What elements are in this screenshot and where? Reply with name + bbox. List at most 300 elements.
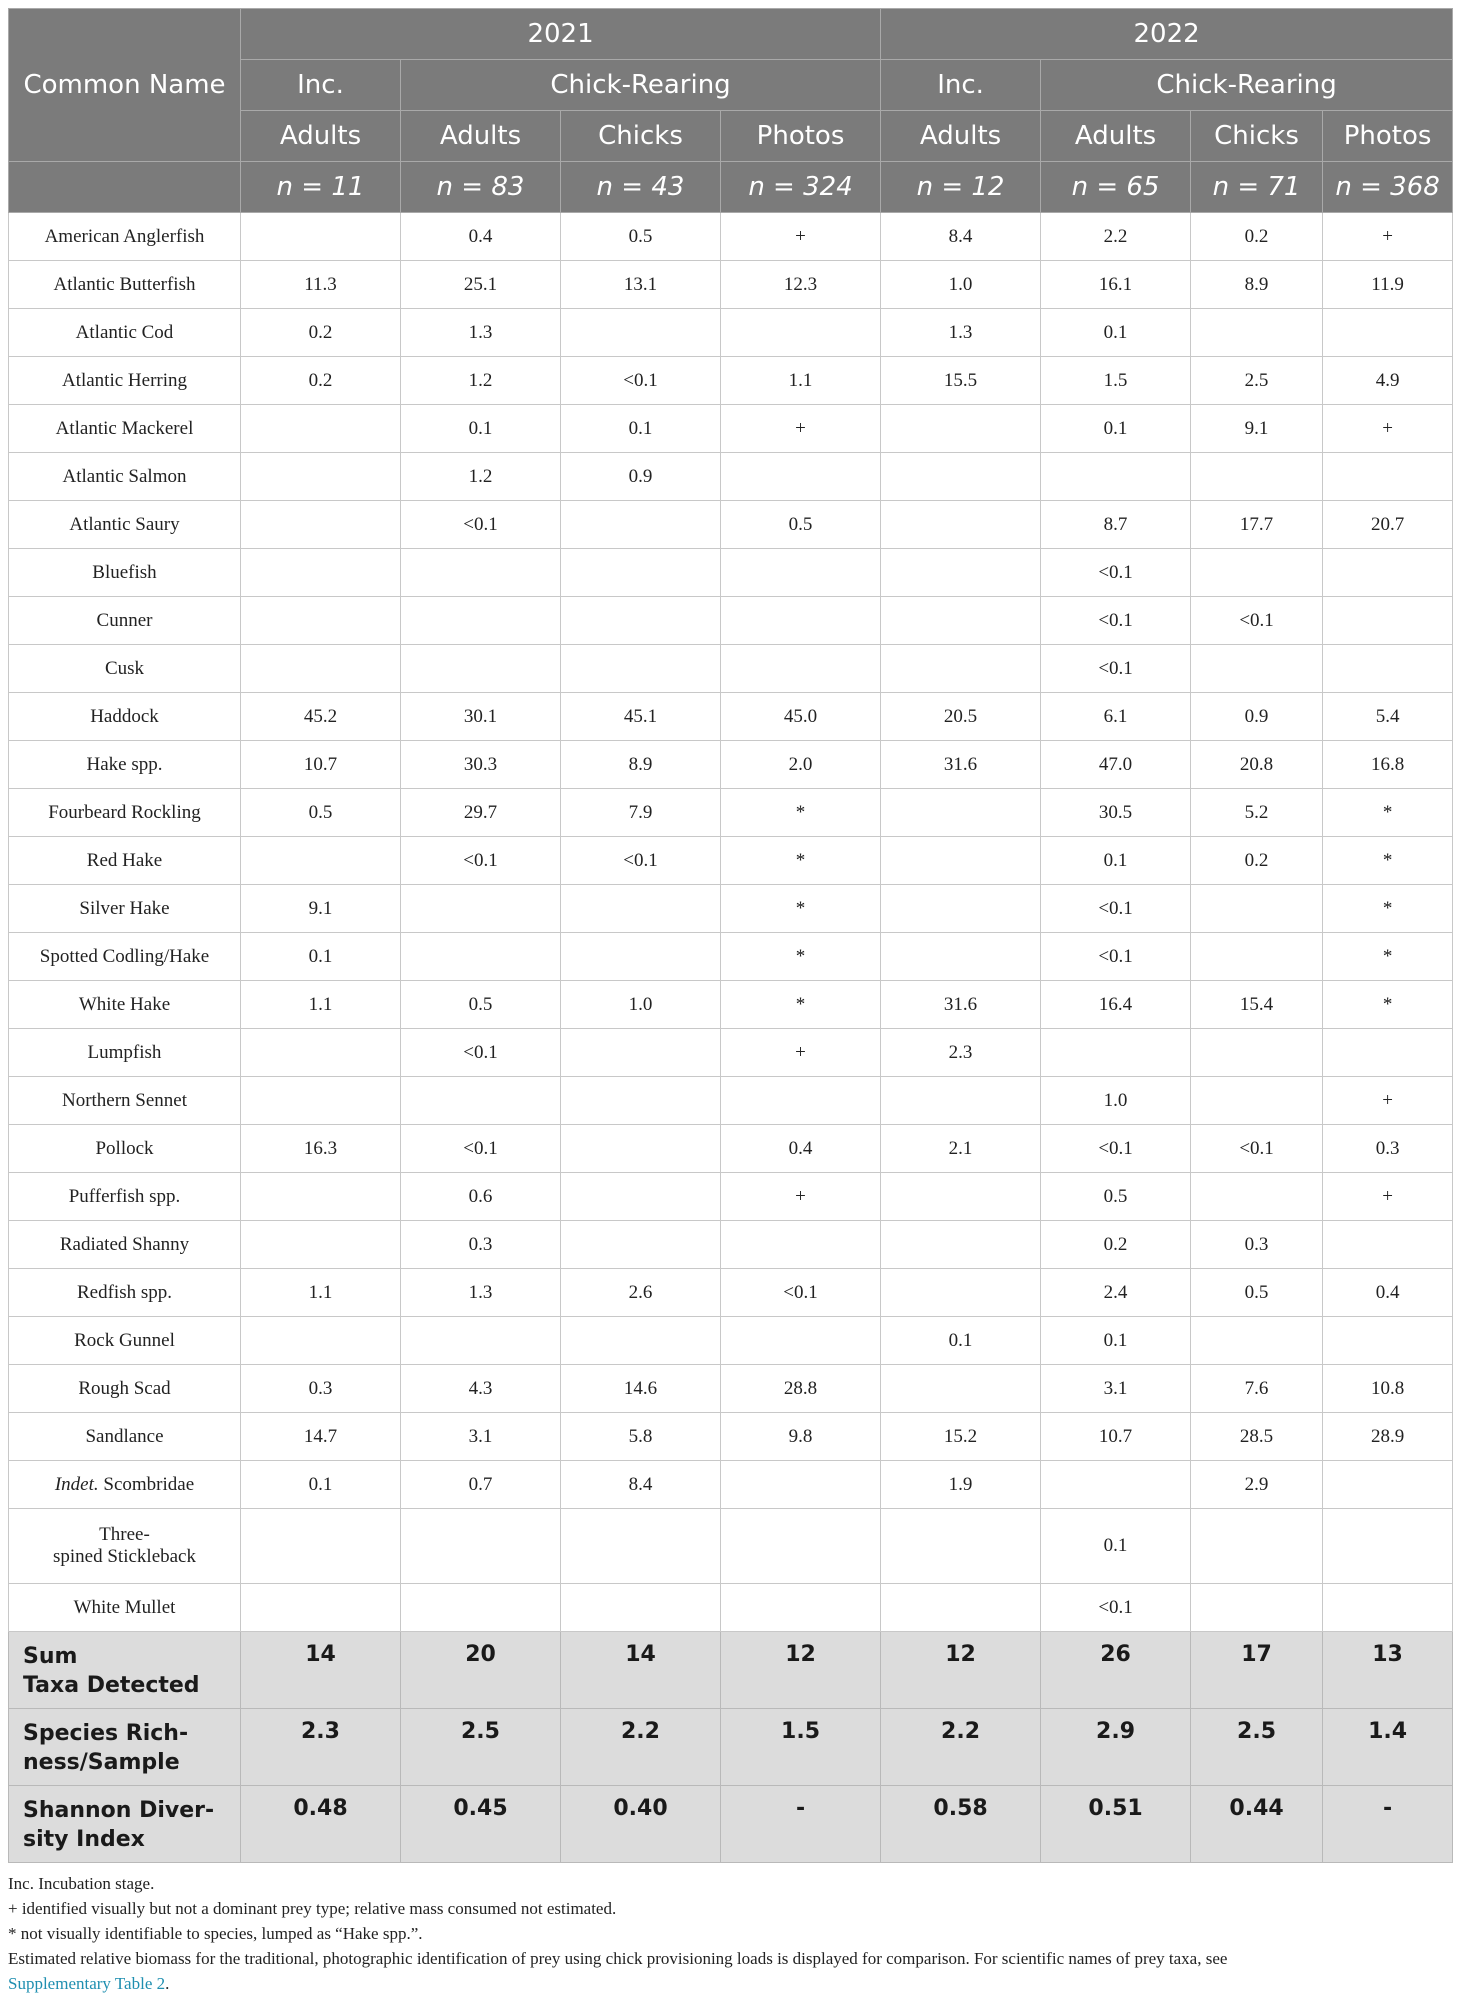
value-cell: 4.3 [401, 1365, 561, 1413]
value-cell: 0.1 [1041, 837, 1191, 885]
value-cell [1191, 885, 1323, 933]
value-cell [881, 645, 1041, 693]
value-cell: 0.1 [241, 1461, 401, 1509]
value-cell [1323, 597, 1453, 645]
value-cell [1191, 1077, 1323, 1125]
common-name-cell [9, 1509, 241, 1584]
value-cell [721, 549, 881, 597]
footnote-text: Estimated relative biomass for the traditional, photographic identification of prey using chick provisioning loads is displayed for comparison. For scientific names of prey taxa, see [8, 1949, 1228, 1968]
prey-composition-table [8, 8, 1453, 1863]
value-cell: 2.5 [1191, 357, 1323, 405]
value-cell: 0.7 [401, 1461, 561, 1509]
value-cell [401, 1317, 561, 1365]
summary-value: 0.48 [241, 1786, 401, 1863]
name-text: Northern Sennet [61, 1089, 188, 1111]
value-cell [881, 453, 1041, 501]
table-row [9, 741, 1453, 789]
value-cell: + [1323, 213, 1453, 261]
common-name-cell [9, 837, 241, 885]
col-header: Chicks [1191, 111, 1323, 162]
table-row [9, 1173, 1453, 1221]
summary-value: 0.44 [1191, 1786, 1323, 1863]
value-cell [241, 1173, 401, 1221]
summary-value: 2.2 [561, 1709, 721, 1786]
value-cell [1041, 1461, 1191, 1509]
value-cell [1041, 453, 1191, 501]
value-cell [881, 789, 1041, 837]
table-row [9, 789, 1453, 837]
common-name-cell [9, 1173, 241, 1221]
value-cell: 8.4 [561, 1461, 721, 1509]
table-row [9, 933, 1453, 981]
value-cell: 31.6 [881, 741, 1041, 789]
value-cell: + [1323, 1173, 1453, 1221]
name-italic-prefix: Indet. [54, 1473, 99, 1495]
table-row [9, 213, 1453, 261]
summary-value: 2.3 [241, 1709, 401, 1786]
value-cell: 1.2 [401, 357, 561, 405]
value-cell: 0.5 [561, 213, 721, 261]
table-row [9, 837, 1453, 885]
value-cell [561, 501, 721, 549]
name-text: White Mullet [73, 1596, 176, 1618]
value-cell: 5.8 [561, 1413, 721, 1461]
value-cell: 2.0 [721, 741, 881, 789]
value-cell [1323, 549, 1453, 597]
value-cell: 17.7 [1191, 501, 1323, 549]
value-cell [241, 645, 401, 693]
value-cell: 7.6 [1191, 1365, 1323, 1413]
value-cell [401, 933, 561, 981]
value-cell: 3.1 [1041, 1365, 1191, 1413]
value-cell [1191, 549, 1323, 597]
value-cell [561, 597, 721, 645]
value-cell: 20.5 [881, 693, 1041, 741]
value-cell: + [721, 405, 881, 453]
value-cell: 30.1 [401, 693, 561, 741]
value-cell [1323, 1584, 1453, 1632]
value-cell [1191, 1029, 1323, 1077]
value-cell: 10.7 [241, 741, 401, 789]
value-cell: 0.1 [1041, 309, 1191, 357]
value-cell: 2.9 [1191, 1461, 1323, 1509]
value-cell: 9.1 [241, 885, 401, 933]
value-cell [1191, 1173, 1323, 1221]
table-body [9, 213, 1453, 1863]
value-cell: 0.2 [241, 357, 401, 405]
value-cell: 0.4 [721, 1125, 881, 1173]
name-text: Atlantic Butterfish [53, 273, 196, 295]
table-row [9, 1365, 1453, 1413]
value-cell: 0.6 [401, 1173, 561, 1221]
value-cell: 16.3 [241, 1125, 401, 1173]
col-header: Photos [721, 111, 881, 162]
sample-size: n = 83 [401, 162, 561, 213]
value-cell [721, 1509, 881, 1584]
name-text: White Hake [78, 993, 171, 1015]
table-row [9, 405, 1453, 453]
value-cell [1191, 645, 1323, 693]
value-cell [561, 309, 721, 357]
value-cell: 1.1 [241, 981, 401, 1029]
supplementary-table-link[interactable]: Supplementary Table 2 [8, 1974, 166, 1993]
value-cell: 1.1 [721, 357, 881, 405]
value-cell: <0.1 [1041, 933, 1191, 981]
value-cell [561, 933, 721, 981]
value-cell [241, 1077, 401, 1125]
stage-chick-rearing-2022: Chick-Rearing [1041, 60, 1453, 111]
value-cell [1191, 1584, 1323, 1632]
value-cell [561, 1125, 721, 1173]
value-cell: * [721, 933, 881, 981]
name-text: Cusk [104, 657, 145, 679]
value-cell: 11.3 [241, 261, 401, 309]
value-cell [881, 933, 1041, 981]
summary-value: 12 [721, 1632, 881, 1709]
summary-value: 0.40 [561, 1786, 721, 1863]
value-cell [1323, 309, 1453, 357]
sample-size: n = 65 [1041, 162, 1191, 213]
summary-value: 2.2 [881, 1709, 1041, 1786]
value-cell: 0.9 [561, 453, 721, 501]
value-cell: 8.9 [561, 741, 721, 789]
value-cell: * [721, 981, 881, 1029]
value-cell: <0.1 [1041, 1125, 1191, 1173]
value-cell: 11.9 [1323, 261, 1453, 309]
value-cell [881, 405, 1041, 453]
stage-chick-rearing-2021: Chick-Rearing [401, 60, 881, 111]
value-cell [401, 1584, 561, 1632]
value-cell: 5.2 [1191, 789, 1323, 837]
value-cell: 45.0 [721, 693, 881, 741]
common-name-cell [9, 1365, 241, 1413]
value-cell: <0.1 [1041, 549, 1191, 597]
value-cell [561, 1029, 721, 1077]
common-name-header: Common Name [9, 9, 241, 162]
common-name-cell [9, 501, 241, 549]
value-cell: 16.4 [1041, 981, 1191, 1029]
value-cell: 0.1 [1041, 405, 1191, 453]
value-cell [881, 885, 1041, 933]
value-cell [401, 1509, 561, 1584]
value-cell: 1.3 [401, 309, 561, 357]
common-name-cell [9, 213, 241, 261]
sample-size: n = 43 [561, 162, 721, 213]
value-cell [561, 1584, 721, 1632]
sample-size: n = 11 [241, 162, 401, 213]
common-name-cell [9, 885, 241, 933]
value-cell: 0.3 [1323, 1125, 1453, 1173]
value-cell [1323, 1317, 1453, 1365]
value-cell: <0.1 [721, 1269, 881, 1317]
value-cell [721, 1317, 881, 1365]
col-header: Chicks [561, 111, 721, 162]
value-cell: 0.1 [881, 1317, 1041, 1365]
value-cell [1323, 453, 1453, 501]
value-cell: <0.1 [401, 501, 561, 549]
value-cell: * [1323, 933, 1453, 981]
summary-label: Species Rich- ness/Sample [9, 1709, 241, 1786]
value-cell [241, 597, 401, 645]
value-cell: <0.1 [1191, 597, 1323, 645]
value-cell [561, 1173, 721, 1221]
common-name-cell [9, 933, 241, 981]
table-row [9, 1221, 1453, 1269]
table-row [9, 1584, 1453, 1632]
value-cell: 31.6 [881, 981, 1041, 1029]
common-name-cell [9, 1221, 241, 1269]
table-row [9, 1413, 1453, 1461]
value-cell [881, 597, 1041, 645]
table-row [9, 597, 1453, 645]
value-cell: 0.1 [401, 405, 561, 453]
footnote-inc: Inc. Incubation stage. [8, 1874, 155, 1893]
footnote-asterisk: * not visually identifiable to species, lumped as “Hake spp.”. [8, 1924, 423, 1943]
name-text: Atlantic Saury [69, 513, 180, 535]
value-cell: + [1323, 1077, 1453, 1125]
summary-value: 12 [881, 1632, 1041, 1709]
value-cell [241, 1317, 401, 1365]
name-text: Atlantic Cod [75, 321, 174, 343]
value-cell [881, 1365, 1041, 1413]
value-cell: <0.1 [1041, 1584, 1191, 1632]
common-name-cell [9, 357, 241, 405]
value-cell: 20.7 [1323, 501, 1453, 549]
value-cell: <0.1 [1041, 597, 1191, 645]
value-cell: 1.3 [401, 1269, 561, 1317]
value-cell [881, 501, 1041, 549]
value-cell [721, 1461, 881, 1509]
value-cell [241, 1584, 401, 1632]
value-cell [561, 549, 721, 597]
table-row [9, 981, 1453, 1029]
value-cell: 0.2 [1041, 1221, 1191, 1269]
common-name-cell [9, 309, 241, 357]
value-cell: 2.6 [561, 1269, 721, 1317]
value-cell: 25.1 [401, 261, 561, 309]
common-name-cell [9, 1584, 241, 1632]
value-cell: * [721, 837, 881, 885]
value-cell [241, 1221, 401, 1269]
name-text: Fourbeard Rockling [48, 801, 201, 823]
footnote-plus: + identified visually but not a dominant prey type; relative mass consumed not estimated. [8, 1899, 617, 1918]
value-cell [881, 1221, 1041, 1269]
name-text: Redfish spp. [77, 1281, 172, 1303]
value-cell: 29.7 [401, 789, 561, 837]
value-cell: 47.0 [1041, 741, 1191, 789]
table-footnotes [8, 1871, 1452, 1996]
name-text: Silver Hake [79, 897, 170, 919]
value-cell [881, 1269, 1041, 1317]
value-cell: <0.1 [1041, 885, 1191, 933]
common-name-cell [9, 453, 241, 501]
table-row [9, 1125, 1453, 1173]
summary-value: 0.51 [1041, 1786, 1191, 1863]
col-header: Adults [1041, 111, 1191, 162]
summary-row [9, 1632, 1453, 1709]
value-cell [721, 1077, 881, 1125]
value-cell: 7.9 [561, 789, 721, 837]
value-cell: 10.8 [1323, 1365, 1453, 1413]
value-cell: 28.9 [1323, 1413, 1453, 1461]
table-row [9, 1509, 1453, 1584]
name-text: Pufferfish spp. [68, 1185, 181, 1207]
value-cell: 1.1 [241, 1269, 401, 1317]
value-cell [241, 213, 401, 261]
name-text: Cunner [96, 609, 153, 631]
value-cell: 13.1 [561, 261, 721, 309]
value-cell [721, 309, 881, 357]
common-name-cell [9, 789, 241, 837]
summary-value: 20 [401, 1632, 561, 1709]
value-cell: <0.1 [1041, 645, 1191, 693]
value-cell: 30.5 [1041, 789, 1191, 837]
name-text: Rock Gunnel [74, 1329, 175, 1351]
summary-value: 1.5 [721, 1709, 881, 1786]
summary-value: 13 [1323, 1632, 1453, 1709]
sample-size: n = 368 [1323, 162, 1453, 213]
value-cell: <0.1 [401, 837, 561, 885]
value-cell [1191, 1317, 1323, 1365]
value-cell: <0.1 [401, 1029, 561, 1077]
value-cell [881, 1173, 1041, 1221]
value-cell: 2.1 [881, 1125, 1041, 1173]
value-cell: 0.1 [1041, 1317, 1191, 1365]
summary-value: 26 [1041, 1632, 1191, 1709]
value-cell [881, 549, 1041, 597]
value-cell: * [1323, 885, 1453, 933]
table-row [9, 357, 1453, 405]
common-name-cell [9, 549, 241, 597]
summary-value: 2.5 [1191, 1709, 1323, 1786]
value-cell [561, 885, 721, 933]
name-text: Hake spp. [86, 753, 163, 775]
name-text: Bluefish [92, 561, 157, 583]
value-cell: 8.7 [1041, 501, 1191, 549]
table-row [9, 645, 1453, 693]
value-cell [241, 453, 401, 501]
value-cell: 2.4 [1041, 1269, 1191, 1317]
value-cell: 14.7 [241, 1413, 401, 1461]
common-name-cell [9, 1029, 241, 1077]
value-cell: 1.3 [881, 309, 1041, 357]
value-cell [401, 1077, 561, 1125]
value-cell [241, 1029, 401, 1077]
value-cell: 2.2 [1041, 213, 1191, 261]
common-name-cell [9, 981, 241, 1029]
name-text: Three- spined Stickleback [53, 1524, 196, 1567]
stage-inc-2021: Inc. [241, 60, 401, 111]
value-cell: 28.5 [1191, 1413, 1323, 1461]
value-cell: 0.1 [241, 933, 401, 981]
sample-size: n = 12 [881, 162, 1041, 213]
value-cell: 28.8 [721, 1365, 881, 1413]
table-header [9, 9, 1453, 213]
common-name-cell [9, 693, 241, 741]
common-name-cell [9, 741, 241, 789]
value-cell [721, 597, 881, 645]
table-row [9, 549, 1453, 597]
name-text: Red Hake [86, 849, 163, 871]
common-name-cell [9, 597, 241, 645]
name-text: Haddock [90, 705, 159, 727]
common-name-cell [9, 1269, 241, 1317]
value-cell [721, 645, 881, 693]
value-cell: 0.2 [1191, 837, 1323, 885]
summary-value: 2.9 [1041, 1709, 1191, 1786]
value-cell: 20.8 [1191, 741, 1323, 789]
blank-header-cell [9, 162, 241, 213]
value-cell: 0.3 [1191, 1221, 1323, 1269]
value-cell [1323, 645, 1453, 693]
value-cell: * [721, 885, 881, 933]
summary-value: - [1323, 1786, 1453, 1863]
common-name-cell [9, 1461, 241, 1509]
value-cell [561, 645, 721, 693]
name-text: Sandlance [85, 1425, 164, 1447]
value-cell: 16.8 [1323, 741, 1453, 789]
value-cell [241, 405, 401, 453]
value-cell: 45.2 [241, 693, 401, 741]
value-cell: 0.5 [1041, 1173, 1191, 1221]
value-cell: 10.7 [1041, 1413, 1191, 1461]
value-cell [561, 1221, 721, 1269]
summary-value: 14 [241, 1632, 401, 1709]
value-cell: 0.4 [401, 213, 561, 261]
table-row [9, 261, 1453, 309]
value-cell: 1.0 [1041, 1077, 1191, 1125]
value-cell: 3.1 [401, 1413, 561, 1461]
common-name-cell [9, 405, 241, 453]
value-cell: 45.1 [561, 693, 721, 741]
table-row [9, 1317, 1453, 1365]
value-cell: 0.4 [1323, 1269, 1453, 1317]
col-header: Photos [1323, 111, 1453, 162]
value-cell: 9.1 [1191, 405, 1323, 453]
value-cell: * [1323, 837, 1453, 885]
value-cell: * [721, 789, 881, 837]
summary-value: 1.4 [1323, 1709, 1453, 1786]
value-cell: 15.2 [881, 1413, 1041, 1461]
summary-value: 17 [1191, 1632, 1323, 1709]
table-row [9, 1077, 1453, 1125]
value-cell: 8.9 [1191, 261, 1323, 309]
table-row [9, 453, 1453, 501]
col-header: Adults [401, 111, 561, 162]
table-row [9, 1269, 1453, 1317]
common-name-cell [9, 1413, 241, 1461]
value-cell: 1.0 [561, 981, 721, 1029]
summary-value: 14 [561, 1632, 721, 1709]
value-cell [241, 549, 401, 597]
value-cell [1323, 1509, 1453, 1584]
sample-size: n = 71 [1191, 162, 1323, 213]
table-row [9, 885, 1453, 933]
name-text: Radiated Shanny [59, 1233, 190, 1255]
value-cell [881, 1584, 1041, 1632]
value-cell: 16.1 [1041, 261, 1191, 309]
summary-value: 2.5 [401, 1709, 561, 1786]
value-cell: 1.9 [881, 1461, 1041, 1509]
value-cell: 6.1 [1041, 693, 1191, 741]
value-cell [401, 597, 561, 645]
value-cell [1191, 453, 1323, 501]
summary-row [9, 1709, 1453, 1786]
value-cell [1041, 1029, 1191, 1077]
year-2022-header: 2022 [881, 9, 1453, 60]
value-cell [561, 1317, 721, 1365]
year-2021-header: 2021 [241, 9, 881, 60]
